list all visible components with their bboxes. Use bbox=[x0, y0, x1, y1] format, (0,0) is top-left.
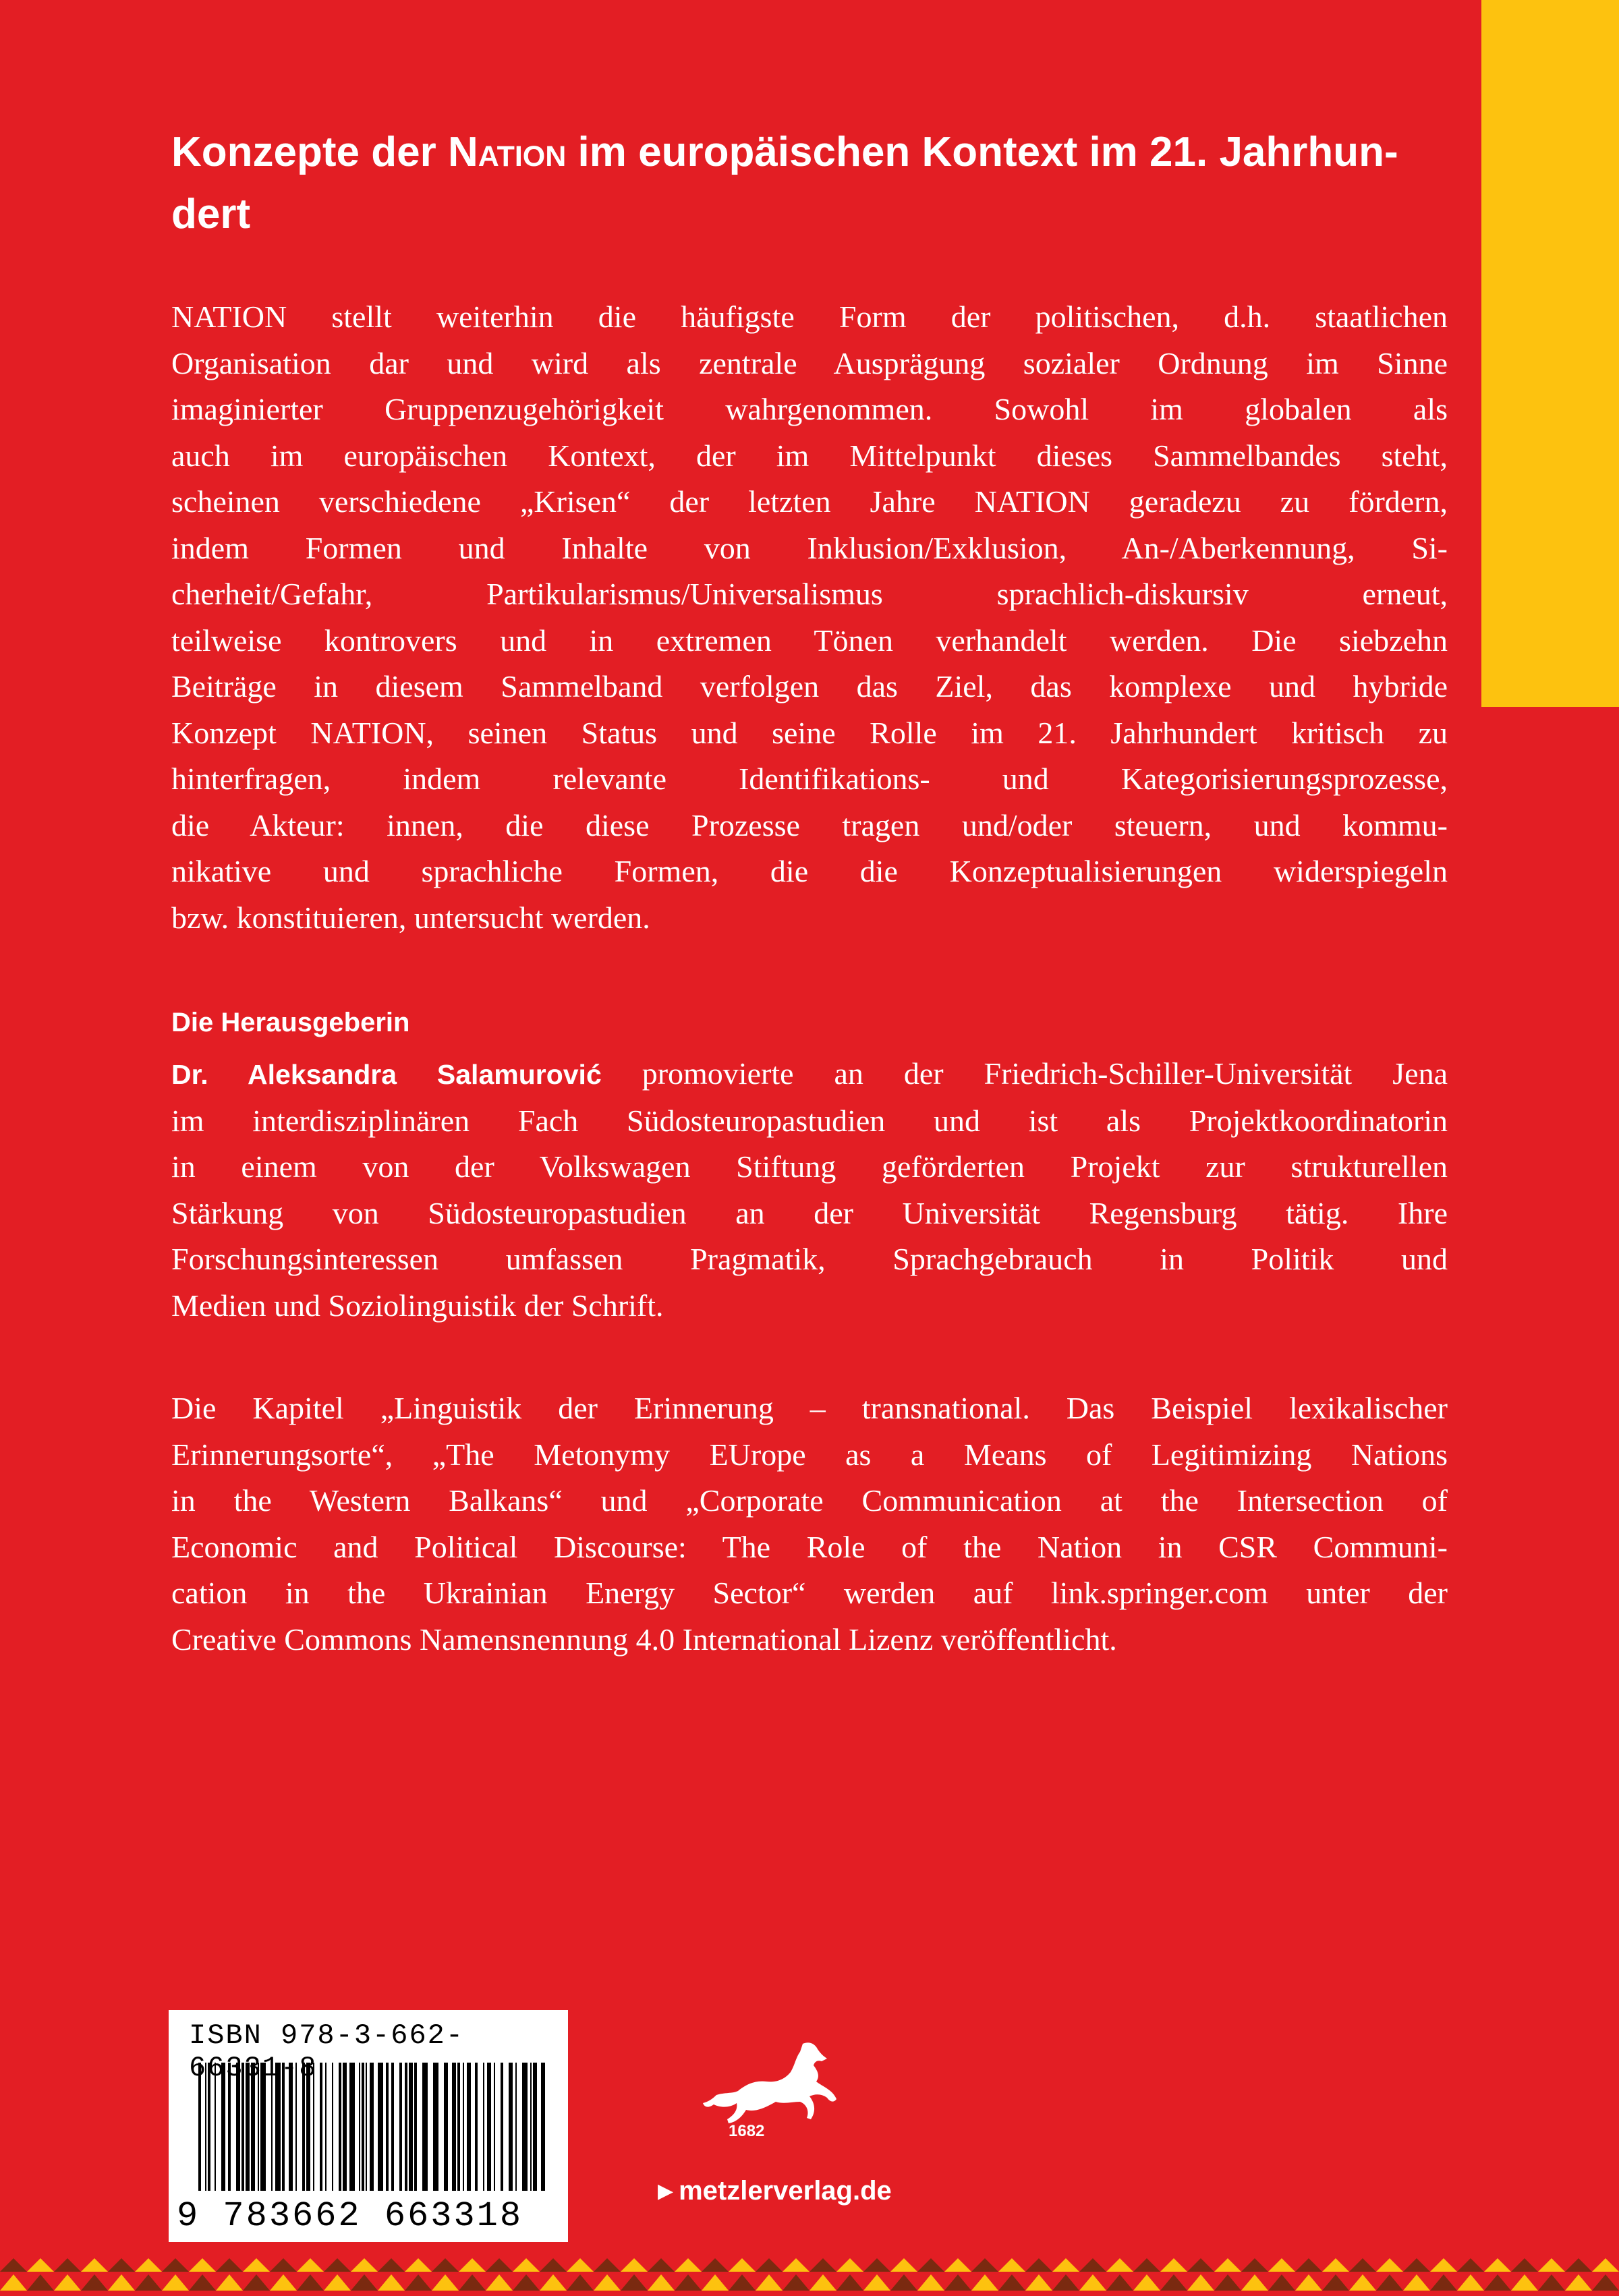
bio-first-line: promovierte an der Friedrich-Schiller-Universität Jena bbox=[601, 1056, 1448, 1091]
editor-heading: Die Herausgeberin bbox=[171, 1008, 410, 1037]
text-line: Erinnerungsorte“, „The Metonymy EUrope as a Means of Legitimizing Nations bbox=[171, 1437, 1448, 1472]
text-line: Die Kapitel „Linguistik der Erinnerung – transnational. Das Beispiel lexikalischer bbox=[171, 1391, 1448, 1425]
bio-line: Stärkung von Südosteuropastudien an der Universität Regensburg tätig. Ihre bbox=[171, 1195, 1448, 1230]
intro-paragraph bbox=[171, 294, 1448, 941]
book-title bbox=[171, 121, 1440, 246]
text-line: auch im europäischen Kontext, der im Mittelpunkt dieses Sammelbandes steht, bbox=[171, 438, 1448, 473]
bio-line: Medien und Soziolinguistik der Schrift. bbox=[171, 1288, 664, 1323]
text-line: nikative und sprachliche Formen, die die Konzeptualisierungen widerspiegeln bbox=[171, 854, 1448, 888]
bio-line: im interdisziplinären Fach Südosteuropastudien und ist als Projektkoordinatorin bbox=[171, 1103, 1448, 1138]
title-part-2: im europäischen Kontext im 21. Jahrhun- bbox=[566, 129, 1398, 175]
editor-bio bbox=[171, 1051, 1448, 1329]
horse-logo-icon bbox=[702, 2037, 857, 2145]
barcode-panel bbox=[169, 2010, 568, 2242]
text-line: Konzept NATION, seinen Status und seine Rolle im 21. Jahrhundert kritisch zu bbox=[171, 715, 1448, 750]
year-label: 1682 bbox=[729, 2122, 765, 2140]
text-line: Beiträge in diesem Sammelband verfolgen das Ziel, das komplexe und hybride bbox=[171, 669, 1448, 704]
isbn-text: ISBN 978-3-662-66331-8 bbox=[189, 2019, 465, 2084]
arrow-right-icon: ▶ bbox=[658, 2180, 674, 2202]
title-part-1: Konzepte der bbox=[171, 129, 448, 175]
publisher-url: metzlerverlag.de bbox=[679, 2176, 892, 2206]
ean-digits: 9 783662 663318 bbox=[177, 2196, 523, 2236]
publisher-link[interactable] bbox=[658, 2176, 892, 2206]
decorative-border bbox=[0, 2251, 1619, 2296]
text-line: cation in the Ukrainian Energy Sector“ werden auf link.springer.com unter der bbox=[171, 1576, 1448, 1610]
text-line: cherheit/Gefahr, Partikularismus/Universalismus sprachlich-diskursiv erneut, bbox=[171, 577, 1448, 611]
text-line: die Akteur: innen, die diese Prozesse tragen und/oder steuern, und kommu- bbox=[171, 807, 1448, 842]
text-line: indem Formen und Inhalte von Inklusion/Exklusion, An-/Aberkennung, Si- bbox=[171, 530, 1448, 565]
text-line: Creative Commons Namensnennung 4.0 International Lizenz veröffentlicht. bbox=[171, 1621, 1117, 1657]
text-line: in the Western Balkans“ und „Corporate Communication at the Intersection of bbox=[171, 1483, 1448, 1518]
bio-line: in einem von der Volkswagen Stiftung geförderten Projekt zur strukturellen bbox=[171, 1149, 1448, 1184]
accent-tab bbox=[1481, 0, 1619, 707]
text-line: Organisation dar und wird als zentrale Ausprägung sozialer Ordnung im Sinne bbox=[171, 345, 1448, 380]
title-nation: Nation bbox=[447, 129, 567, 175]
title-line-2: dert bbox=[171, 191, 251, 237]
text-line: imaginierter Gruppenzugehörigkeit wahrgenommen. Sowohl im globalen als bbox=[171, 392, 1448, 426]
text-line: teilweise kontrovers und in extremen Tönen verhandelt werden. Die siebzehn bbox=[171, 623, 1448, 658]
text-line: bzw. konstituieren, untersucht werden. bbox=[171, 900, 650, 935]
bio-line: Forschungsinteressen umfassen Pragmatik, Sprachgebrauch in Politik und bbox=[171, 1242, 1448, 1276]
bio-line bbox=[171, 1051, 1448, 1098]
editor-name: Dr. Aleksandra Salamurović bbox=[171, 1059, 602, 1090]
text-line: Economic and Political Discourse: The Role of the Nation in CSR Communi- bbox=[171, 1529, 1448, 1564]
text-line: scheinen verschiedene „Krisen“ der letzten Jahre NATION geradezu zu fördern, bbox=[171, 484, 1448, 519]
text-line: NATION stellt weiterhin die häufigste Form der politischen, d.h. staatlichen bbox=[171, 299, 1448, 334]
text-line: hinterfragen, indem relevante Identifikations- und Kategorisierungsprozesse, bbox=[171, 762, 1448, 796]
license-paragraph bbox=[171, 1385, 1448, 1663]
